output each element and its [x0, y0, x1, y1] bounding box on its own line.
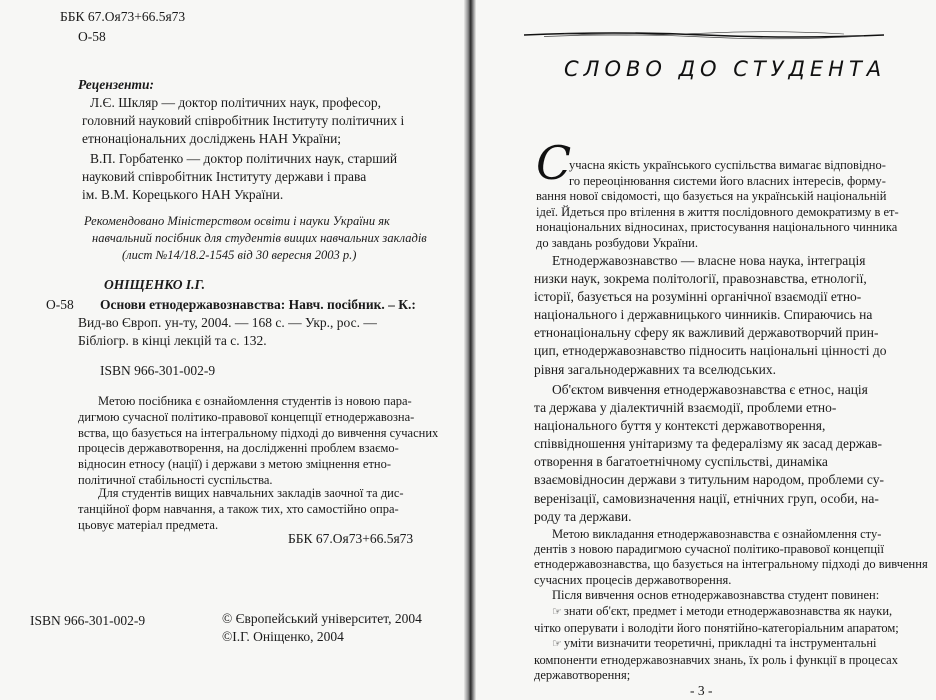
list-item-line: державотворення;: [534, 668, 631, 683]
decorative-rule: [524, 30, 884, 40]
audience-line: цьовує матеріал предмета.: [78, 517, 219, 532]
audience-line: танційної форм навчання, а також тих, хто самостійно опра-: [78, 501, 399, 516]
copyright-author: ©І.Г. Оніщенко, 2004: [222, 629, 344, 644]
list-item-line: компоненти етнодержавознавчих знань, їх роль і функції в процесах: [534, 652, 898, 667]
paragraph-4-line: дентів з новою парадигмою сучасної політико-правової концепції: [534, 542, 884, 557]
author-name: ОНІЩЕНКО І.Г.: [104, 277, 205, 292]
bib-line: [100, 296, 416, 314]
abstract-line: Метою посібника є ознайомлення студентів із новою пара-: [98, 394, 412, 408]
paragraph-3-line: та держава у діалектичній взаємодії, проблеми етно-: [534, 400, 837, 416]
abstract-line: політичної стабільності суспільства.: [78, 472, 273, 487]
list-item-able: [534, 636, 898, 684]
bib-line: Вид-во Європ. ун-ту, 2004. — 168 с. — Укр., рос. —: [78, 315, 377, 330]
recommendation-line: навчальний посібник для студентів вищих навчальних закладів: [92, 231, 427, 245]
paragraph-3-line: взаємовідносин держави з титульним народом, проблеми су-: [534, 472, 884, 488]
reviewer-1-line: Л.Є. Шкляр — доктор політичних наук, професор,: [90, 95, 381, 110]
intro-line: учасна якість українського суспільства вимагає відповідно-: [569, 158, 886, 172]
list-item-text: уміти визначити теоретичні, прикладні та інструментальні: [563, 636, 877, 650]
bbk-code-top: ББК 67.Оя73+66.5я73: [60, 9, 186, 24]
left-page: [0, 0, 466, 700]
intro-line: до завдань розбудови України.: [536, 235, 698, 250]
intro-line: ідеї. Йдеться про втілення в життя послідовного демократизму в ет-: [536, 204, 899, 219]
paragraph-2-line: національного і державницького чинників. Спираючись на: [534, 307, 873, 323]
isbn-bottom: ISBN 966-301-002-9: [30, 613, 146, 628]
bib-line: Бібліогр. в кінці лекцій та с. 132.: [78, 333, 267, 348]
audience-line: Для студентів вищих навчальних закладів заочної та дис-: [98, 486, 404, 500]
paragraph-2-line: низки наук, зокрема політології, правознавства, етнології,: [534, 271, 867, 287]
reviewer-1-line: етнонаціональних досліджень НАН України;: [82, 131, 342, 146]
paragraph-3-line: співвідношення унітаризму та федералізму як засад держав-: [534, 436, 882, 452]
paragraph-2-line: Етнодержавознавство — власне нова наука, інтеграція: [552, 253, 866, 268]
audience: [78, 486, 404, 533]
paragraph-4-line: Метою викладання етнодержавознавства є ознайомлення сту-: [552, 527, 882, 541]
bbk-code-bottom: ББК 67.Оя73+66.5я73: [288, 531, 414, 546]
reviewer-2-line: ім. В.М. Корецького НАН України.: [82, 187, 284, 202]
paragraph-4-line: сучасних процесів державотворення.: [534, 572, 732, 587]
intro-paragraph: [536, 158, 899, 252]
paragraph-2-line: етнонаціональну сферу як важливий державотворчий прин-: [534, 325, 879, 341]
recommendation: [78, 213, 427, 264]
paragraph-5: Після вивчення основ етнодержавознавства студент повинен:: [552, 588, 880, 602]
abstract-line: відносин етносу (нації) і держави з метою зміцнення етно-: [78, 457, 392, 472]
reviewer-2-line: науковий співробітник Інституту держави і права: [82, 169, 367, 184]
paragraph-4: [534, 527, 928, 588]
paragraph-3-line: Об'єктом вивчення етнодержавознавства є етнос, нація: [552, 382, 868, 397]
list-item-know: [534, 604, 899, 636]
catalog-code-top: О-58: [78, 29, 106, 44]
reviewer-1: [82, 94, 404, 148]
catalog-code-side: О-58: [46, 297, 74, 312]
paragraph-2-line: рівня загальнодержавних та вселюдських.: [534, 361, 776, 377]
bibliographic-entry: [100, 296, 416, 314]
list-item-line: [534, 604, 899, 621]
intro-line: го переоцінювання системи його власних інтересів, форму-: [569, 173, 886, 188]
abstract-line: процесів державотворення, на дослідженні проблем взаємо-: [78, 441, 399, 456]
drop-cap: С: [536, 136, 572, 190]
isbn-mid: ISBN 966-301-002-9: [100, 363, 216, 378]
reviewers-title: Рецензенти:: [78, 77, 155, 92]
paragraph-2-line: історії, базується на розумінні органічної взаємодії етно-: [534, 289, 862, 305]
paragraph-4-line: етнодержавознавства, що базується на інтегральному підході до вивчення: [534, 557, 928, 572]
pointing-hand-icon: ☞: [552, 606, 562, 618]
recommendation-line: (лист №14/18.2-1545 від 30 вересня 2003 р.): [122, 248, 357, 262]
reviewer-1-line: головний науковий співробітник Інституту політичних і: [82, 113, 405, 128]
paragraph-3-line: веренізації, самовизначення нації, етнічних груп, особи, на-: [534, 490, 879, 506]
abstract-line: вства, що базується на інтегральному підході до вивчення сучасних: [78, 425, 439, 440]
list-item-line: чітко оперувати і володіти його понятійно-категоріальним апаратом;: [534, 620, 899, 635]
abstract: [78, 394, 438, 489]
list-item-line: [534, 636, 898, 653]
recommendation-line: Рекомендовано Міністерством освіти і науки України як: [84, 214, 390, 228]
paragraph-2-line: цип, етнодержавознавство підносить національні цінності до: [534, 343, 887, 359]
list-item-text: знати об'єкт, предмет і методи етнодержавознавства як науки,: [563, 604, 893, 618]
bib-line-text: Основи етнодержавознавства: Навч. посібник. – К.:: [100, 297, 416, 312]
paragraph-3-line: роду та держави.: [534, 508, 632, 524]
paragraph-2: [534, 252, 886, 379]
abstract-line: дигмою сучасної політико-правової концепції етнодержавозна-: [78, 409, 415, 424]
paragraph-3-line: отворення в багатоетнічному суспільстві, динаміка: [534, 454, 828, 470]
pointing-hand-icon: ☞: [552, 638, 562, 650]
intro-line: нонаціональних відносинах, пристосування національного чинника: [536, 220, 898, 235]
intro-line: вання нової свідомості, що базується на українській національній: [536, 189, 887, 204]
right-page: [474, 0, 936, 700]
copyright-university: © Європейський університет, 2004: [222, 611, 422, 626]
paragraph-3: [534, 381, 884, 526]
page-heading: СЛОВО ДО СТУДЕНТА: [564, 57, 887, 81]
bibliographic-entry-cont: [78, 314, 377, 350]
paragraph-3-line: національного буття у контексті державотворення,: [534, 418, 826, 434]
reviewer-2: [82, 150, 397, 204]
page-number: - 3 -: [690, 683, 713, 698]
reviewer-2-line: В.П. Горбатенко — доктор політичних наук, старший: [90, 151, 398, 166]
